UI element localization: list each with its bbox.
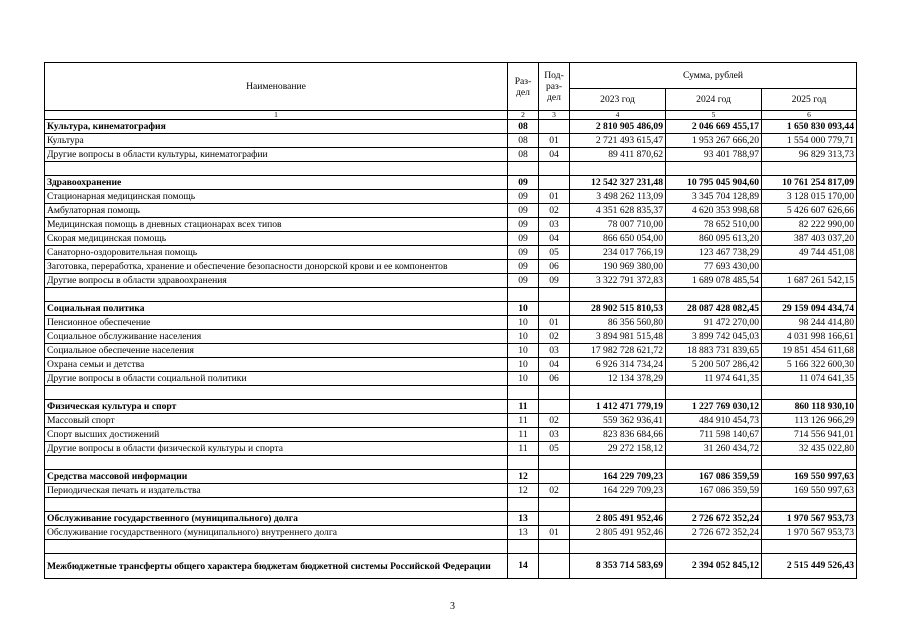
row-amount-2024: 93 401 788,97 [666,148,762,162]
section-row [45,554,857,579]
row-name: Другие вопросы в области социальной политики [45,372,508,386]
row-section-code: 13 [508,512,539,526]
row-section-code: 10 [508,302,539,316]
empty-cell [570,540,666,554]
row-amount-2025: 113 126 966,29 [762,414,857,428]
row-amount-2024: 1 689 078 485,54 [666,274,762,288]
row-amount-2023: 234 017 766,19 [570,246,666,260]
row-amount-2025: 10 761 254 817,09 [762,176,857,190]
row-subsection-code: 01 [539,190,570,204]
empty-cell [762,162,857,176]
empty-cell [539,456,570,470]
row-name: Межбюджетные трансферты общего характера бюджетам бюджетной системы Российской Федерации [45,554,508,579]
row-subsection-code: 03 [539,428,570,442]
empty-cell [508,386,539,400]
empty-cell [762,386,857,400]
column-index: 2 [508,111,539,120]
row-subsection-code: 03 [539,218,570,232]
row-amount-2025: 3 128 015 170,00 [762,190,857,204]
row-section-code: 13 [508,526,539,540]
table-row [45,330,857,344]
empty-cell [539,386,570,400]
row-name: Культура [45,134,508,148]
section-row [45,470,857,484]
row-amount-2024: 18 883 731 839,65 [666,344,762,358]
row-name: Массовый спорт [45,414,508,428]
row-name: Другие вопросы в области культуры, кинематографии [45,148,508,162]
row-name: Физическая культура и спорт [45,400,508,414]
section-row [45,400,857,414]
row-amount-2024: 484 910 454,73 [666,414,762,428]
row-subsection-code [539,302,570,316]
row-amount-2023: 559 362 936,41 [570,414,666,428]
empty-cell [666,288,762,302]
row-amount-2025: 714 556 941,01 [762,428,857,442]
table-row [45,428,857,442]
row-name: Амбулаторная помощь [45,204,508,218]
row-amount-2024: 711 598 140,67 [666,428,762,442]
row-amount-2023: 17 982 728 621,72 [570,344,666,358]
table-row [45,148,857,162]
row-amount-2024: 3 899 742 045,03 [666,330,762,344]
table-row [45,442,857,456]
row-subsection-code: 05 [539,246,570,260]
row-name: Обслуживание государственного (муниципального) долга [45,512,508,526]
row-amount-2023: 1 412 471 779,19 [570,400,666,414]
empty-cell [570,498,666,512]
row-amount-2025: 169 550 997,63 [762,470,857,484]
row-amount-2025: 98 244 414,80 [762,316,857,330]
row-section-code: 14 [508,554,539,579]
row-amount-2023: 866 650 054,00 [570,232,666,246]
row-amount-2025: 1 554 000 779,71 [762,134,857,148]
row-name: Скорая медицинская помощь [45,232,508,246]
spacer-row [45,540,857,554]
column-index: 1 [45,111,508,120]
row-amount-2025: 1 970 567 953,73 [762,526,857,540]
row-name: Культура, кинематография [45,120,508,134]
row-amount-2023: 2 805 491 952,46 [570,526,666,540]
empty-cell [508,498,539,512]
table-row [45,526,857,540]
row-amount-2023: 164 229 709,23 [570,484,666,498]
header-subsection [539,63,570,111]
empty-cell [570,386,666,400]
row-name: Социальное обслуживание населения [45,330,508,344]
spacer-row [45,498,857,512]
row-subsection-code: 05 [539,442,570,456]
row-name: Санаторно-оздоровительная помощь [45,246,508,260]
row-name: Периодическая печать и издательства [45,484,508,498]
row-name: Спорт высших достижений [45,428,508,442]
table-row [45,218,857,232]
empty-cell [666,498,762,512]
header-year-2024: 2024 год [666,89,762,111]
row-subsection-code: 04 [539,232,570,246]
row-subsection-code: 02 [539,330,570,344]
empty-cell [539,540,570,554]
row-amount-2023: 78 007 710,00 [570,218,666,232]
row-amount-2025: 5 166 322 600,30 [762,358,857,372]
header-subsection-label: Под- раз- дел [544,70,564,103]
table-row [45,316,857,330]
row-amount-2024: 167 086 359,59 [666,470,762,484]
table-row [45,204,857,218]
row-section-code: 10 [508,316,539,330]
row-name: Охрана семьи и детства [45,358,508,372]
table-row [45,344,857,358]
row-section-code: 08 [508,134,539,148]
row-subsection-code [539,120,570,134]
row-subsection-code: 04 [539,148,570,162]
row-section-code: 10 [508,344,539,358]
empty-cell [539,498,570,512]
row-subsection-code [539,400,570,414]
row-amount-2023: 2 810 905 486,09 [570,120,666,134]
row-amount-2025: 2 515 449 526,43 [762,554,857,579]
row-section-code: 09 [508,204,539,218]
empty-cell [508,456,539,470]
section-row [45,512,857,526]
row-subsection-code: 01 [539,526,570,540]
row-subsection-code: 03 [539,344,570,358]
row-amount-2023: 86 356 560,80 [570,316,666,330]
row-amount-2025: 4 031 998 166,61 [762,330,857,344]
row-name: Другие вопросы в области здравоохранения [45,274,508,288]
row-amount-2024: 2 046 669 455,17 [666,120,762,134]
row-amount-2024: 77 693 430,00 [666,260,762,274]
empty-cell [45,498,508,512]
row-amount-2024: 4 620 353 998,68 [666,204,762,218]
row-section-code: 11 [508,400,539,414]
row-amount-2023: 2 721 493 615,47 [570,134,666,148]
empty-cell [539,162,570,176]
row-amount-2025: 96 829 313,73 [762,148,857,162]
table-row [45,358,857,372]
row-section-code: 09 [508,274,539,288]
empty-cell [666,540,762,554]
table-row [45,232,857,246]
row-section-code: 11 [508,442,539,456]
header-year-2023: 2023 год [570,89,666,111]
row-amount-2023: 89 411 870,62 [570,148,666,162]
row-subsection-code: 01 [539,316,570,330]
row-amount-2025: 1 970 567 953,73 [762,512,857,526]
row-subsection-code [539,512,570,526]
row-subsection-code: 06 [539,372,570,386]
table-header [45,63,857,120]
row-subsection-code: 09 [539,274,570,288]
row-amount-2024: 123 467 738,29 [666,246,762,260]
header-section [508,63,539,111]
row-amount-2024: 860 095 613,20 [666,232,762,246]
row-section-code: 09 [508,218,539,232]
empty-cell [666,162,762,176]
table-row [45,246,857,260]
column-index: 5 [666,111,762,120]
row-amount-2024: 1 227 769 030,12 [666,400,762,414]
row-amount-2025: 82 222 990,00 [762,218,857,232]
header-section-label: Раз- дел [514,75,532,98]
header-name: Наименование [45,63,508,111]
empty-cell [508,288,539,302]
empty-cell [762,456,857,470]
empty-cell [539,288,570,302]
row-subsection-code: 04 [539,358,570,372]
row-amount-2025: 387 403 037,20 [762,232,857,246]
row-amount-2023: 3 498 262 113,09 [570,190,666,204]
row-amount-2023: 12 134 378,29 [570,372,666,386]
row-section-code: 11 [508,414,539,428]
row-amount-2024: 1 953 267 666,20 [666,134,762,148]
table-row [45,414,857,428]
empty-cell [762,540,857,554]
row-subsection-code [539,554,570,579]
row-name: Пенсионное обеспечение [45,316,508,330]
row-amount-2025: 169 550 997,63 [762,484,857,498]
row-section-code: 09 [508,232,539,246]
row-amount-2024: 3 345 704 128,89 [666,190,762,204]
row-section-code: 11 [508,428,539,442]
row-amount-2024: 11 974 641,35 [666,372,762,386]
row-amount-2024: 91 472 270,00 [666,316,762,330]
row-section-code: 08 [508,120,539,134]
row-amount-2023: 8 353 714 583,69 [570,554,666,579]
row-amount-2023: 2 805 491 952,46 [570,512,666,526]
row-amount-2024: 5 200 507 286,42 [666,358,762,372]
column-index-row [45,111,857,120]
row-amount-2023: 4 351 628 835,37 [570,204,666,218]
spacer-row [45,162,857,176]
empty-cell [508,162,539,176]
row-amount-2023: 164 229 709,23 [570,470,666,484]
row-name: Стационарная медицинская помощь [45,190,508,204]
empty-cell [762,288,857,302]
empty-cell [570,288,666,302]
row-name: Заготовка, переработка, хранение и обеспечение безопасности донорской крови и ее компонентов [45,260,508,274]
row-section-code: 09 [508,190,539,204]
row-amount-2023: 3 322 791 372,83 [570,274,666,288]
empty-cell [45,540,508,554]
row-section-code: 09 [508,246,539,260]
column-index: 3 [539,111,570,120]
row-name: Социальное обеспечение населения [45,344,508,358]
row-name: Обслуживание государственного (муниципального) внутреннего долга [45,526,508,540]
page-number: 3 [450,601,455,612]
row-section-code: 12 [508,484,539,498]
column-index: 6 [762,111,857,120]
empty-cell [45,386,508,400]
row-subsection-code: 02 [539,484,570,498]
row-name: Здравоохранение [45,176,508,190]
column-index: 4 [570,111,666,120]
row-amount-2024: 31 260 434,72 [666,442,762,456]
empty-cell [508,540,539,554]
empty-cell [45,456,508,470]
row-amount-2025 [762,260,857,274]
row-amount-2024: 2 726 672 352,24 [666,512,762,526]
header-year-2025: 2025 год [762,89,857,111]
row-amount-2023: 823 836 684,66 [570,428,666,442]
table-row [45,484,857,498]
row-amount-2025: 5 426 607 626,66 [762,204,857,218]
row-amount-2025: 1 687 261 542,15 [762,274,857,288]
table-row [45,190,857,204]
empty-cell [666,456,762,470]
empty-cell [570,456,666,470]
row-amount-2024: 2 726 672 352,24 [666,526,762,540]
row-amount-2025: 29 159 094 434,74 [762,302,857,316]
row-amount-2025: 19 851 454 611,68 [762,344,857,358]
row-amount-2024: 167 086 359,59 [666,484,762,498]
row-amount-2024: 10 795 045 904,60 [666,176,762,190]
budget-table [44,62,857,579]
row-amount-2023: 6 926 314 734,24 [570,358,666,372]
row-amount-2023: 12 542 327 231,48 [570,176,666,190]
row-section-code: 09 [508,260,539,274]
row-amount-2025: 32 435 022,80 [762,442,857,456]
table-body [45,120,857,579]
row-subsection-code: 02 [539,414,570,428]
row-amount-2025: 860 118 930,10 [762,400,857,414]
spacer-row [45,456,857,470]
header-sum: Сумма, рублей [570,63,857,89]
empty-cell [45,162,508,176]
table-row [45,274,857,288]
row-subsection-code [539,470,570,484]
row-amount-2025: 11 074 641,35 [762,372,857,386]
section-row [45,176,857,190]
row-name: Другие вопросы в области физической культуры и спорта [45,442,508,456]
row-name: Медицинская помощь в дневных стационарах всех типов [45,218,508,232]
table-row [45,260,857,274]
row-subsection-code: 02 [539,204,570,218]
row-subsection-code [539,176,570,190]
row-subsection-code: 01 [539,134,570,148]
row-amount-2023: 190 969 380,00 [570,260,666,274]
empty-cell [570,162,666,176]
row-amount-2024: 28 087 428 082,45 [666,302,762,316]
table-row [45,372,857,386]
row-section-code: 12 [508,470,539,484]
spacer-row [45,288,857,302]
row-amount-2023: 28 902 515 810,53 [570,302,666,316]
row-section-code: 10 [508,358,539,372]
empty-cell [762,498,857,512]
row-section-code: 08 [508,148,539,162]
spacer-row [45,386,857,400]
row-amount-2024: 78 652 510,00 [666,218,762,232]
row-section-code: 10 [508,330,539,344]
row-amount-2025: 49 744 451,08 [762,246,857,260]
section-row [45,302,857,316]
row-amount-2024: 2 394 052 845,12 [666,554,762,579]
row-name: Социальная политика [45,302,508,316]
row-amount-2025: 1 650 830 093,44 [762,120,857,134]
row-name: Средства массовой информации [45,470,508,484]
row-section-code: 10 [508,372,539,386]
row-amount-2023: 29 272 158,12 [570,442,666,456]
row-amount-2023: 3 894 981 515,48 [570,330,666,344]
empty-cell [666,386,762,400]
row-subsection-code: 06 [539,260,570,274]
empty-cell [45,288,508,302]
table-row [45,134,857,148]
section-row [45,120,857,134]
row-section-code: 09 [508,176,539,190]
